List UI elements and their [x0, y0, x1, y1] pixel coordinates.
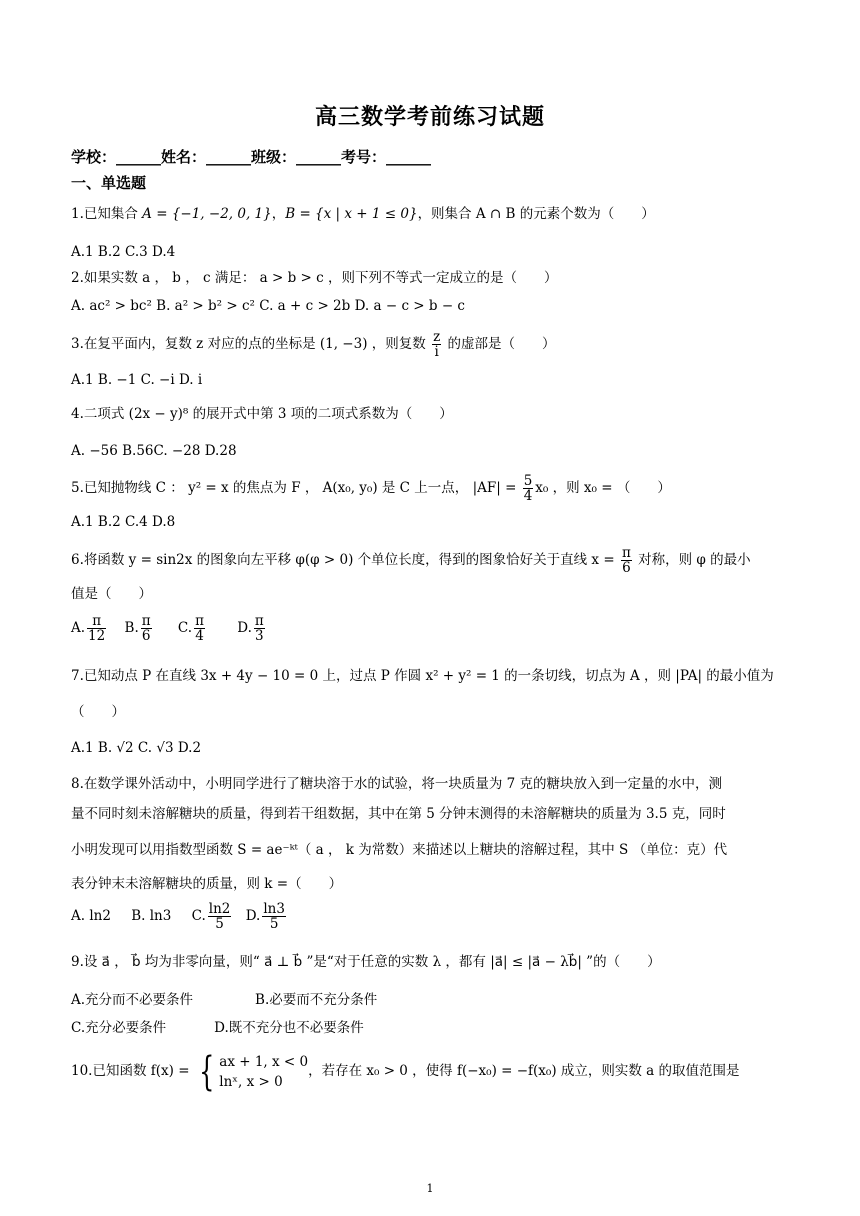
- question-1: [71, 204, 655, 224]
- q5-numerator: 5: [523, 473, 533, 489]
- q1-options: A.1 B.2 C.3 D.4: [71, 244, 176, 260]
- q6-option-b-den: 6: [141, 628, 151, 644]
- q8-option-a: A. ln2: [71, 908, 111, 924]
- q8-options: [71, 902, 286, 931]
- q6-option-a-num: π: [87, 614, 106, 629]
- q1-text-end: ，则集合 A ∩ B 的元素个数为（ ）: [417, 206, 655, 222]
- question-8-line1: 8.在数学课外活动中，小明同学进行了糖块溶于水的试验，将一块质量为 7 克的糖块放入到一定量的水中，测: [71, 776, 723, 792]
- q7-line2: （ ）: [71, 704, 125, 720]
- q6-text-end: 对称，则 φ 的最小: [633, 552, 751, 568]
- q1-text: 1.已知集合: [71, 206, 143, 222]
- page-number: 1: [426, 1182, 434, 1195]
- q2-options: A. ac² > bc² B. a² > b² > c² C. a + c > 2b D. a − c > b − c: [71, 298, 465, 314]
- q8-option-d-num: ln3: [263, 901, 285, 917]
- q1-sep: ，: [271, 206, 286, 222]
- q3-denominator: i: [434, 344, 439, 360]
- q3-numerator: z: [433, 329, 441, 345]
- q7-options: A.1 B. √2 C. √3 D.2: [71, 740, 202, 756]
- q9-option-a: A.充分而不必要条件: [71, 992, 194, 1008]
- q9-option-b: B.必要而不充分条件: [255, 992, 378, 1008]
- q3-text: 3.在复平面内，复数 z 对应的点的坐标是 (1, −3) ，则复数: [71, 336, 431, 352]
- q5-options: A.1 B.2 C.4 D.8: [71, 514, 176, 530]
- q8-option-b: B. ln3: [131, 908, 172, 924]
- q6-option-c-num: π: [195, 613, 204, 629]
- q6-option-d: [254, 614, 265, 643]
- q9-option-c: C.充分必要条件: [71, 1020, 167, 1036]
- q6-fraction: [621, 546, 632, 575]
- q6-denominator: 6: [622, 560, 631, 576]
- question-2: 2.如果实数 a ， b ， c 满足： a > b > c ，则下列不等式一定成立的是（ ）: [71, 270, 558, 286]
- q8-option-d-den: 5: [269, 916, 279, 932]
- q6-option-b: [141, 614, 152, 643]
- q3-fraction: [432, 330, 441, 359]
- q6-option-a-den: 12: [88, 628, 106, 644]
- q5-text: 5.已知抛物线 C ： y² = x 的焦点为 F ， A(x₀, y₀) 是 C 上一点， |AF| =: [71, 480, 521, 496]
- q6-option-d-num: π: [254, 613, 264, 629]
- q8-option-d: [262, 902, 286, 931]
- q3-text-end: 的虚部是（ ）: [443, 336, 556, 352]
- q6-option-c-label: C.: [177, 620, 193, 636]
- q6-option-c: [194, 614, 205, 643]
- section-heading: 一、单选题: [71, 174, 147, 192]
- question-4: 4.二项式 (2x − y)⁸ 的展开式中第 3 项的二项式系数为（ ）: [71, 406, 453, 422]
- q8-option-c-label: C.: [191, 908, 206, 924]
- q10-brace-icon: {: [198, 1048, 215, 1095]
- q6-line2: 值是（ ）: [71, 586, 152, 602]
- question-5: [71, 474, 671, 503]
- q8-option-c: [208, 902, 232, 931]
- q6-option-d-den: 3: [255, 628, 264, 644]
- q6-option-b-num: π: [141, 613, 151, 629]
- question-8-line3: 小明发现可以用指数型函数 S = ae⁻ᵏᵗ（ a ， k 为常数）来描述以上糖块的溶解过程，其中 S （单位：克）代: [71, 842, 728, 858]
- question-7: 7.已知动点 P 在直线 3x + 4y − 10 = 0 上，过点 P 作圆 x² + y² = 1 的一条切线，切点为 A ，则 |PA| 的最小值为: [71, 668, 774, 684]
- q6-numerator: π: [621, 545, 631, 561]
- q8-option-c-num: ln2: [208, 901, 231, 917]
- q6-option-a-label: A.: [71, 620, 86, 636]
- q10-text: 10.已知函数 f(x) =: [71, 1063, 194, 1079]
- q6-option-a: [87, 614, 106, 643]
- q9-options-row2: [71, 1018, 364, 1038]
- q10-text-end: ，若存在 x₀ > 0 ，使得 f(−x₀) = −f(x₀) 成立，则实数 a 的取值范围是: [308, 1063, 740, 1079]
- question-8-line2: 量不同时刻未溶解糖块的质量，得到若干组数据，其中在第 5 分钟末测得的未溶解糖块的质量为 3.5 克，同时: [71, 806, 726, 822]
- q5-text-end: x₀ ，则 x₀ = （ ）: [535, 480, 671, 496]
- question-8-line4: 表分钟末未溶解糖块的质量，则 k =（ ）: [71, 876, 343, 892]
- q1-set-b: B = {x | x + 1 ≤ 0}: [285, 206, 418, 222]
- student-info-line: 学校：______姓名：______班级：______考号：______: [71, 148, 432, 166]
- question-9: 9.设 a⃗ ， b⃗ 均为非零向量，则“ a⃗ ⊥ b⃗ ”是“对于任意的实数 λ ，都有 |a⃗| ≤ |a⃗ − λb⃗| ”的（ ）: [71, 954, 661, 970]
- q5-fraction: [523, 474, 534, 503]
- q6-option-c-den: 4: [195, 628, 204, 644]
- q9-option-d: D.既不充分也不必要条件: [214, 1020, 364, 1036]
- q4-options: A. −56 B.56C. −28 D.28: [71, 443, 237, 459]
- question-3: [71, 330, 555, 359]
- q9-options-row1: [71, 990, 377, 1010]
- q6-options: [71, 614, 265, 643]
- q8-option-c-den: 5: [215, 916, 224, 932]
- q5-denominator: 4: [523, 488, 533, 504]
- q6-option-d-label: D.: [237, 620, 252, 636]
- q6-text: 6.将函数 y = sin2x 的图象向左平移 φ(φ > 0) 个单位长度，得到的图象恰好关于直线 x =: [71, 552, 619, 568]
- page-title: 高三数学考前练习试题: [314, 105, 545, 130]
- q10-case-1: ax + 1, x < 0: [219, 1053, 309, 1070]
- question-10: [71, 1046, 740, 1096]
- q3-options: A.1 B. −1 C. −i D. i: [71, 372, 203, 388]
- q8-option-d-label: D.: [245, 908, 261, 924]
- q10-piecewise: [219, 1052, 308, 1092]
- q1-set-a: A = {−1, −2, 0, 1}: [142, 206, 272, 222]
- q10-case-2: lnˣ, x > 0: [219, 1073, 283, 1090]
- q6-option-b-label: B.: [124, 620, 139, 636]
- question-6: [71, 546, 751, 575]
